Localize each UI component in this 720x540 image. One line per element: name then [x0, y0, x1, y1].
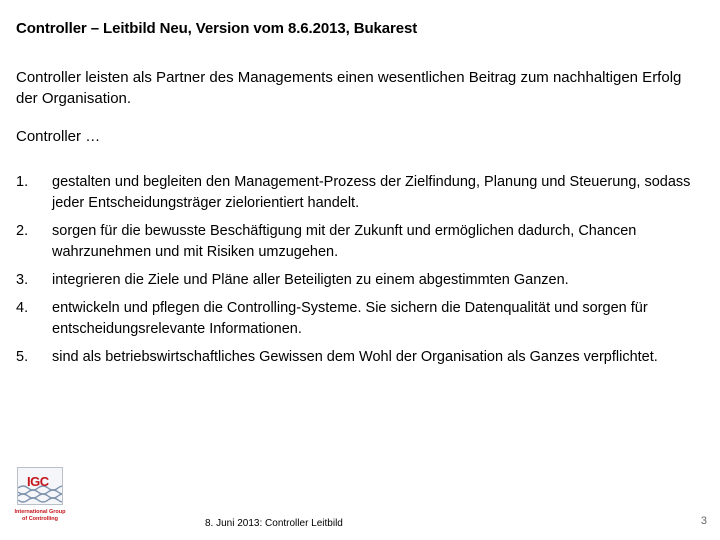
- list-item: [16, 298, 706, 340]
- list-item: [16, 221, 706, 263]
- list-item-number: 1.: [16, 174, 29, 190]
- intro-paragraph: Controller leisten als Partner des Managements einen wesentlichen Beitrag zum nachhaltigen Erfolg der Organisation.: [16, 69, 682, 107]
- list-item-number: 2.: [16, 223, 29, 239]
- list-item: [16, 270, 706, 291]
- page-number: 3: [700, 515, 707, 527]
- igc-logo-subtitle: International Group of Controlling: [14, 509, 66, 522]
- list-item-number: 5.: [16, 349, 29, 365]
- igc-logo-mark: [17, 467, 63, 505]
- list-lead: Controller …: [16, 128, 101, 145]
- footer-text: 8. Juni 2013: Controller Leitbild: [205, 518, 343, 529]
- numbered-list: [16, 172, 706, 368]
- list-item-number: 3.: [16, 272, 29, 288]
- igc-logo-text: IGC: [27, 474, 49, 489]
- list-item-number: 4.: [16, 300, 29, 316]
- list-item-text: sorgen für die bewusste Beschäftigung mit der Zukunft und ermöglichen dadurch, Chancen wahrzunehmen und mit Risiken umzugehen.: [52, 223, 637, 260]
- slide-title: Controller – Leitbild Neu, Version vom 8.6.2013, Bukarest: [16, 20, 418, 37]
- list-item-text: gestalten und begleiten den Management-Prozess der Zielfindung, Planung und Steuerung, sodass jeder Entscheidungsträger zielorientiert handelt.: [52, 174, 691, 211]
- igc-logo: [14, 464, 66, 536]
- list-item-text: entwickeln und pflegen die Controlling-Systeme. Sie sichern die Datenqualität und sorgen für entscheidungsrelevante Informationen.: [52, 300, 648, 337]
- list-item-text: sind als betriebswirtschaftliches Gewissen dem Wohl der Organisation als Ganzes verpflichtet.: [52, 349, 658, 365]
- list-item-text: integrieren die Ziele und Pläne aller Beteiligten zu einem abgestimmten Ganzen.: [52, 272, 569, 288]
- list-item: [16, 172, 706, 214]
- list-item: [16, 347, 706, 368]
